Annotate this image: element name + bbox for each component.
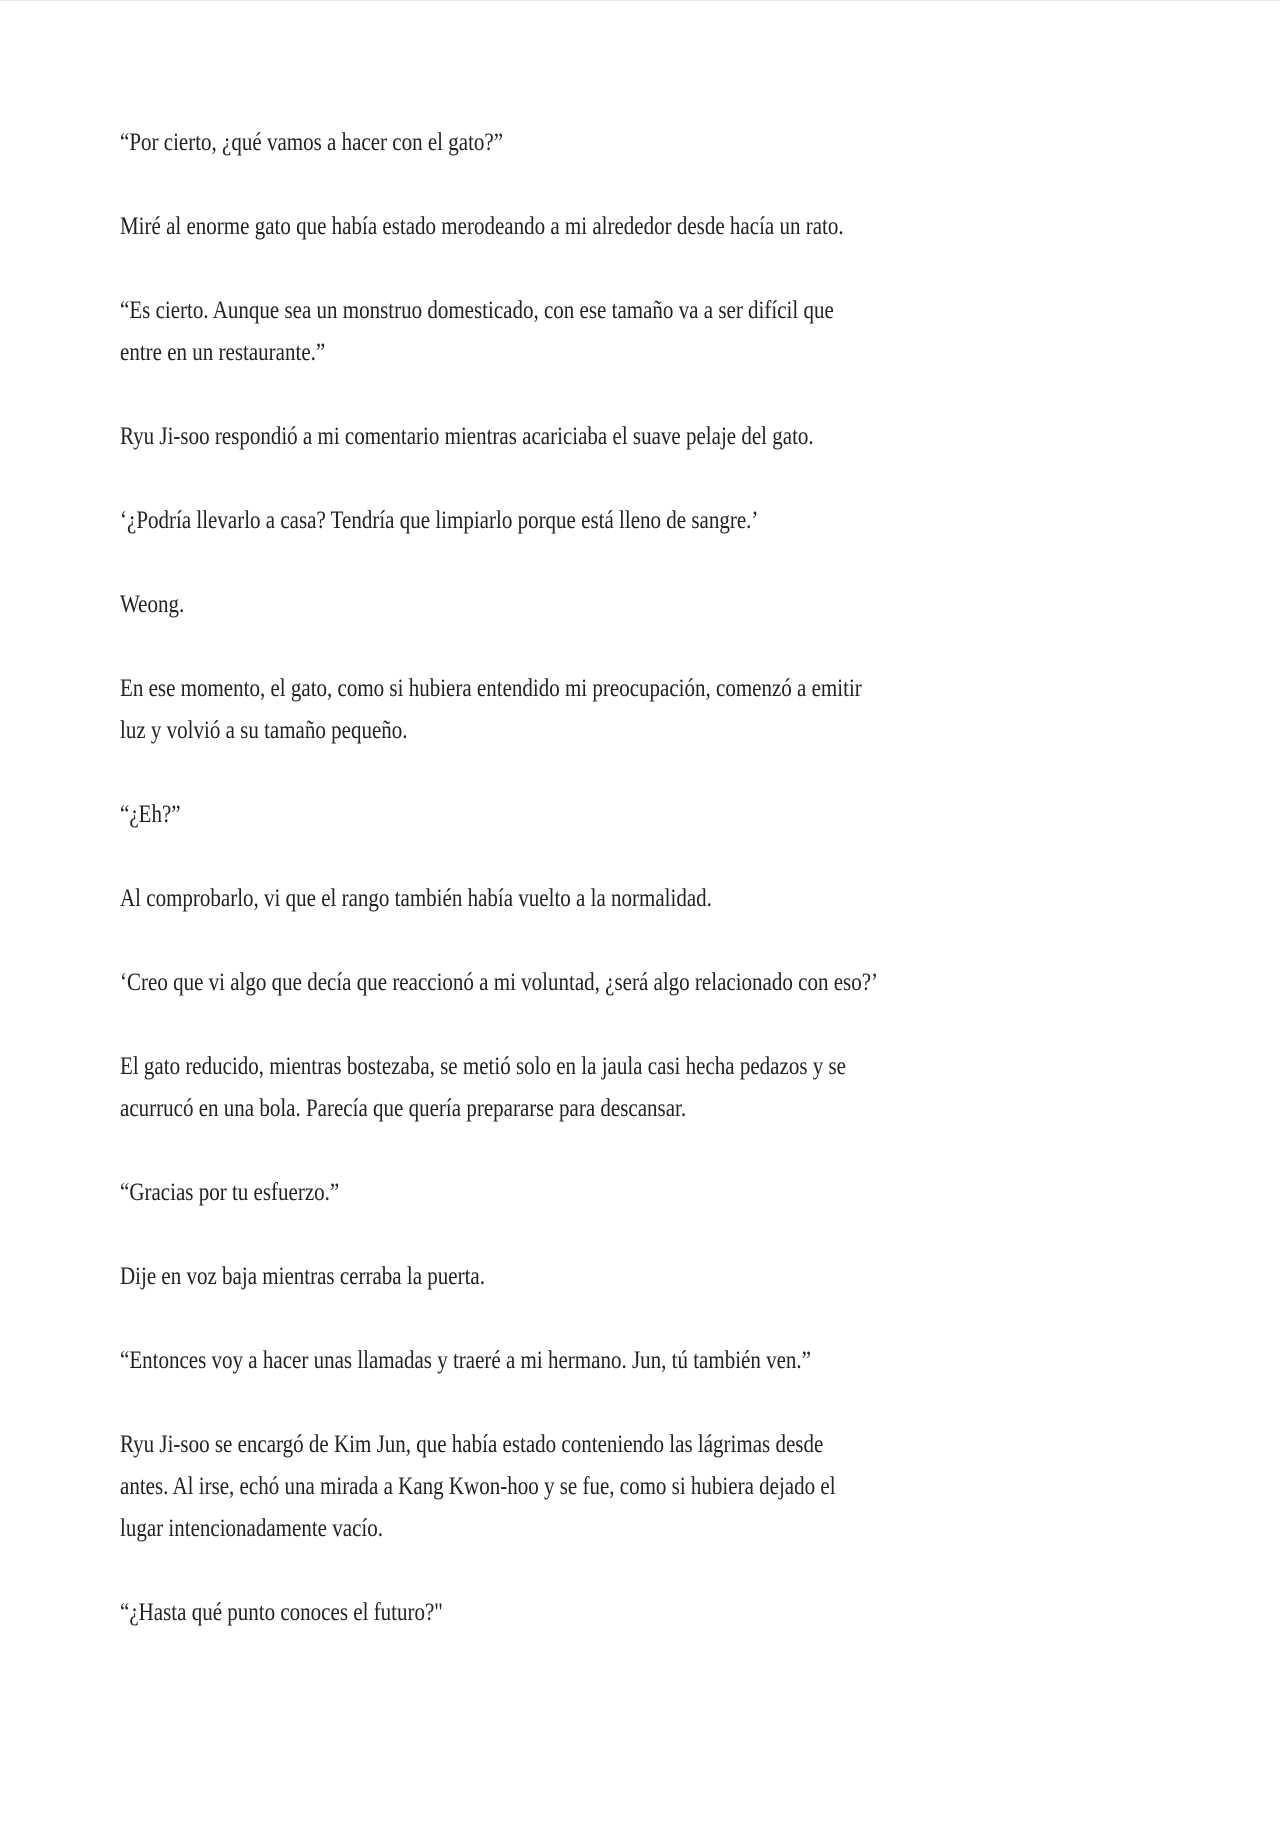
paragraph — [120, 206, 1180, 248]
top-divider — [0, 0, 1280, 1]
paragraph — [120, 584, 1180, 626]
paragraph — [120, 794, 1180, 836]
text-line: “¿Hasta qué punto conoces el futuro?" — [120, 1599, 443, 1626]
text-line: El gato reducido, mientras bostezaba, se metió solo en la jaula casi hecha pedazos y se — [120, 1053, 846, 1080]
paragraph — [120, 1592, 1180, 1634]
text-line: “Es cierto. Aunque sea un monstruo domesticado, con ese tamaño va a ser difícil que — [120, 297, 834, 324]
paragraph — [120, 668, 1180, 752]
paragraph — [120, 416, 1180, 458]
paragraph — [120, 1172, 1180, 1214]
text-line: En ese momento, el gato, como si hubiera entendido mi preocupación, comenzó a emitir — [120, 675, 862, 702]
text-line: Dije en voz baja mientras cerraba la puerta. — [120, 1263, 485, 1290]
text-line: ‘¿Podría llevarlo a casa? Tendría que limpiarlo porque está lleno de sangre.’ — [120, 507, 759, 534]
paragraph — [120, 1256, 1180, 1298]
text-line: lugar intencionadamente vacío. — [120, 1515, 383, 1542]
text-line: luz y volvió a su tamaño pequeño. — [120, 717, 408, 744]
text-line: Miré al enorme gato que había estado merodeando a mi alrededor desde hacía un rato. — [120, 213, 844, 240]
paragraph — [120, 1340, 1180, 1382]
paragraph — [120, 1046, 1180, 1130]
paragraph — [120, 290, 1180, 374]
text-line: ‘Creo que vi algo que decía que reaccionó a mi voluntad, ¿será algo relacionado con eso?’ — [120, 969, 879, 996]
text-line: “Entonces voy a hacer unas llamadas y traeré a mi hermano. Jun, tú también ven.” — [120, 1347, 811, 1374]
text-line: Ryu Ji-soo respondió a mi comentario mientras acariciaba el suave pelaje del gato. — [120, 423, 814, 450]
text-line: “Por cierto, ¿qué vamos a hacer con el gato?” — [120, 129, 504, 156]
paragraph — [120, 500, 1180, 542]
paragraph — [120, 122, 1180, 164]
paragraph — [120, 1424, 1180, 1550]
text-line: Ryu Ji-soo se encargó de Kim Jun, que había estado conteniendo las lágrimas desde — [120, 1431, 824, 1458]
text-line: Weong. — [120, 591, 185, 618]
text-line: “¿Eh?” — [120, 801, 181, 828]
text-line: entre en un restaurante.” — [120, 339, 326, 366]
text-line: antes. Al irse, echó una mirada a Kang Kwon-hoo y se fue, como si hubiera dejado el — [120, 1473, 836, 1500]
paragraph — [120, 878, 1180, 920]
document-body — [120, 122, 1180, 1676]
text-line: “Gracias por tu esfuerzo.” — [120, 1179, 340, 1206]
text-line: acurrucó en una bola. Parecía que quería prepararse para descansar. — [120, 1095, 687, 1122]
text-line: Al comprobarlo, vi que el rango también había vuelto a la normalidad. — [120, 885, 712, 912]
paragraph — [120, 962, 1180, 1004]
